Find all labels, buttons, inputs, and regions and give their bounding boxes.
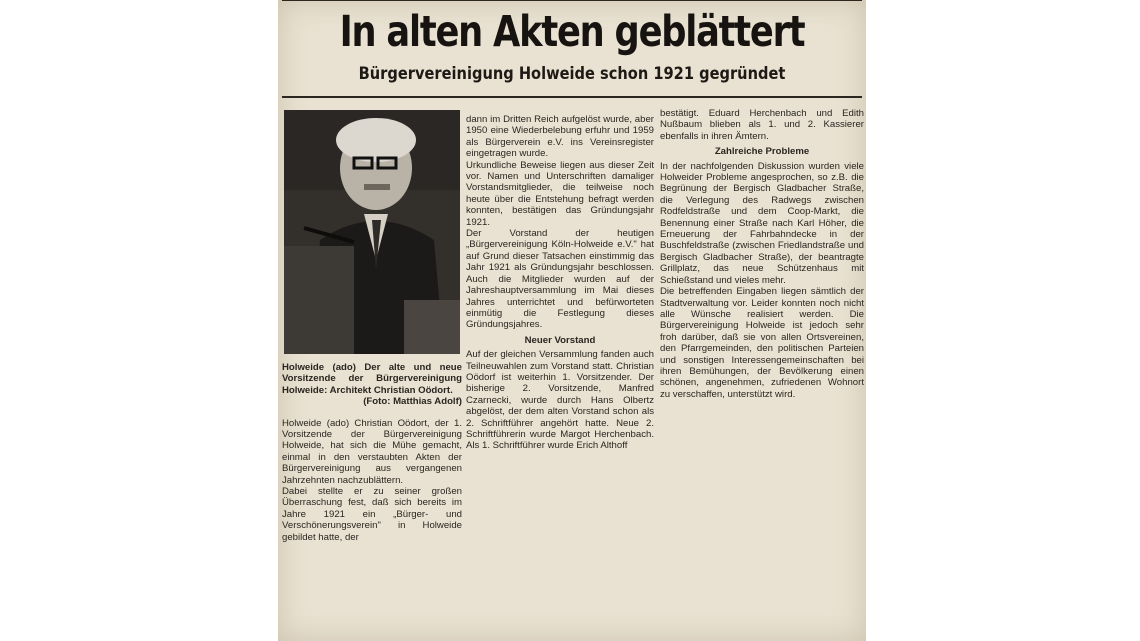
top-rule <box>282 0 862 1</box>
column-1 <box>282 362 462 543</box>
subheadline: Bürgervereinigung Holweide schon 1921 gegründet <box>358 64 786 84</box>
headline: In alten Akten geblättert <box>339 7 805 57</box>
column-3 <box>660 108 864 400</box>
paragraph: Die betreffenden Eingaben liegen sämtlich der Stadtverwaltung vor. Leider konnten noch nicht alle Wünsche realisiert werden. Die Bürgervereinigung Holweide ist jedoch sehr froh darüber, daß sie von allen Ortsvereinen, den Pfarrgemeinden, den politischen Parteien und sonstigen Interessengemeinschaften bei ihren Bemühungen, der Bevölkerung einen schönen, angenehmen, zufriedenen Wohnort zu verschaffen, unterstützt wird. <box>660 286 864 400</box>
subheading: Zahlreiche Probleme <box>714 146 810 158</box>
paragraph: Holweide (ado) Christian Oödort, der 1. Vorsitzende der Bürgervereinigung Holweide, hat sich die Mühe gemacht, einmal in den verstaubten Akten der Bürgervereinigung aus vergangenen Jahrzehnten nachzublättern. <box>282 417 462 486</box>
paragraph: Auf der gleichen Versammlung fanden auch Teilneuwahlen zum Vorstand statt. Christian Oödorf ist weiterhin 1. Vorsitzender. Der bisherige 2. Vorsitzende, Manfred Czarnecki, wurde durch Hans Olbertz abgelöst, der dem alten Vorstand schon als 2. Schriftführer angehört hatte. Neue 2. Schriftführerin wurde Margot Herchenbach. Als 1. Schriftführer wurde Erich Althoff <box>466 349 654 452</box>
paragraph: dann im Dritten Reich aufgelöst wurde, aber 1950 eine Wiederbelebung erfuhr und 1959 als Bürgerverein e.V. ins Vereinsregister eingetragen wurde. <box>466 114 654 160</box>
column-2 <box>466 114 654 452</box>
photo-caption: Holweide (ado) Der alte und neue Vorsitzende der Bürgervereinigung Holweide: Architekt Christian Oödort. <box>282 362 462 396</box>
header-rule <box>282 96 862 98</box>
paragraph: Urkundliche Beweise liegen aus dieser Zeit vor. Namen und Unterschriften damaliger Vorstandsmitglieder, die teilweise noch heute über die Entstehung befragt werden konnten, bestätigen das Gründungsjahr 1921. <box>466 159 654 228</box>
speaker-photo-graphic <box>284 110 460 354</box>
paragraph: bestätigt. Eduard Herchenbach und Edith Nußbaum blieben als 1. und 2. Kassierer ebenfalls in ihren Ämtern. <box>660 108 864 142</box>
paragraph: In der nachfolgenden Diskussion wurden viele Holweider Probleme angesprochen, so z.B. die Begrünung der Bergisch Gladbacher Straße, die Verlegung des Radwegs zwischen Rodfeldstraße und dem Coop-Markt, die Benennung einer Straße nach Karl Höher, die Erneuerung der Fahrbahndecke in der Buschfeldstraße (zwischen Friedlandstraße und Bergisch Gladbacher Straße), der beantragte Grillplatz, das neue Schützenhaus mit Schießstand und vieles mehr. <box>660 160 864 286</box>
speaker-photo <box>284 110 460 354</box>
paragraph: Der Vorstand der heutigen „Bürgervereinigung Köln-Holweide e.V." hat auf Grund dieser Tatsachen einstimmig das Jahr 1921 als Gründungsjahr beschlossen. Auch die Mitglieder wurden auf der Jahreshauptversammlung im Mai dieses Jahres unterrichtet und befürworteten einmütig die Festlegung dieses Gründungsjahres. <box>466 228 654 331</box>
newspaper-clipping <box>278 0 866 641</box>
subheading: Neuer Vorstand <box>524 334 596 346</box>
photo-credit: (Foto: Matthias Adolf) <box>363 396 462 408</box>
paragraph: Dabei stellte er zu seiner großen Überraschung fest, daß sich bereits im Jahre 1921 ein „Bürger- und Verschönerungsverein" in Holweide gebildet hatte, der <box>282 486 462 543</box>
